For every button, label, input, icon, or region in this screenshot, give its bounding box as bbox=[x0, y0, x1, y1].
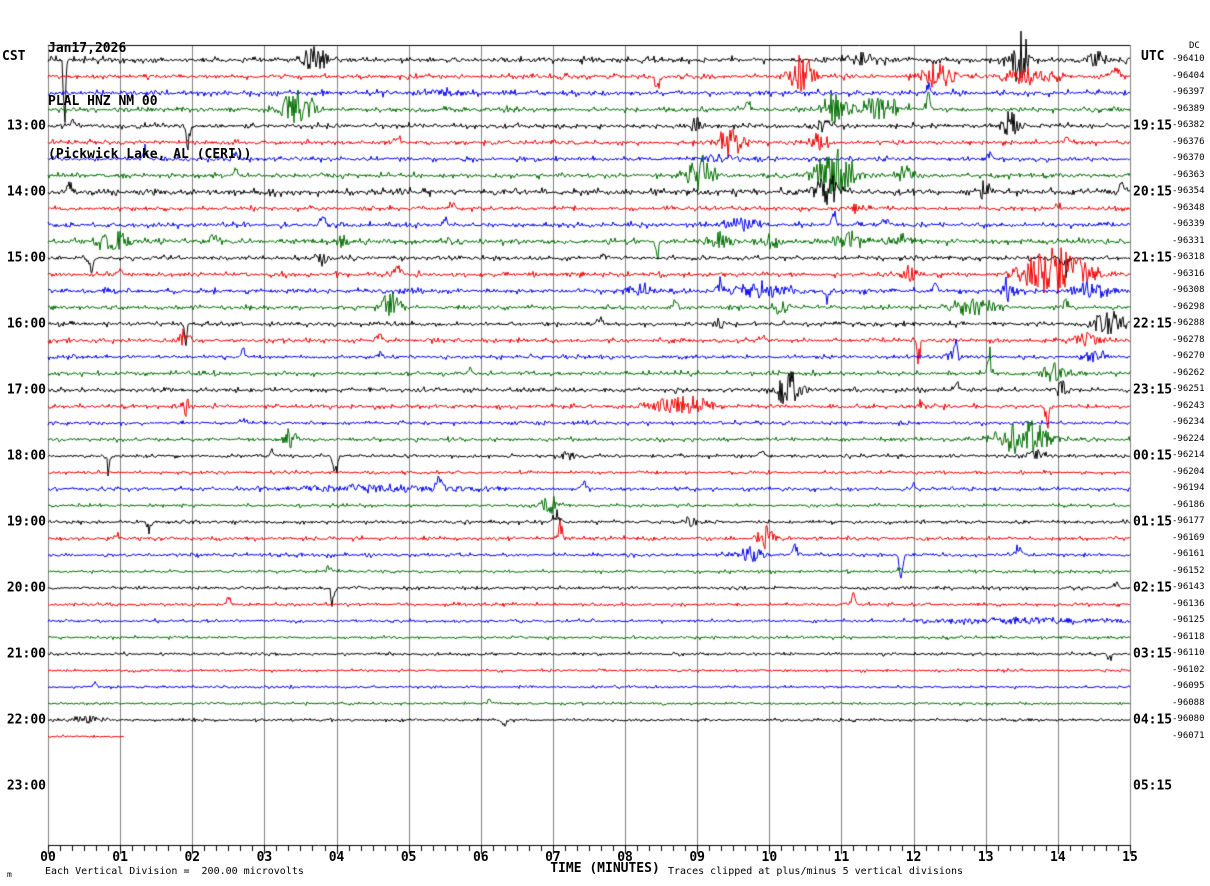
dc-value-label: -96318 bbox=[1172, 252, 1205, 262]
cst-hour-label: 20:00 bbox=[6, 580, 46, 596]
cst-hour-label: 22:00 bbox=[6, 712, 46, 728]
dc-value-label: -96110 bbox=[1172, 648, 1205, 658]
dc-value-label: -96376 bbox=[1172, 136, 1205, 147]
x-axis-tick-label: 15 bbox=[1122, 850, 1138, 865]
dc-value-label: -96410 bbox=[1172, 54, 1205, 64]
dc-value-label: -96214 bbox=[1172, 450, 1205, 460]
utc-time-label: 05:15 bbox=[1133, 778, 1173, 794]
x-axis-tick-label: 05 bbox=[400, 850, 417, 865]
dc-value-label: -96243 bbox=[1172, 400, 1205, 411]
utc-time-label: 01:15 bbox=[1133, 514, 1173, 530]
plot-title-block bbox=[48, 3, 252, 200]
x-axis-tick-label: 14 bbox=[1050, 850, 1066, 865]
dc-value-label: -96136 bbox=[1172, 598, 1205, 609]
cst-hour-label: 23:00 bbox=[6, 778, 46, 794]
title-station-location: (Pickwick Lake, AL (CERI)) bbox=[48, 147, 252, 162]
x-axis-tick-label: 10 bbox=[761, 850, 778, 865]
dc-value-label: -96095 bbox=[1172, 681, 1205, 691]
x-axis-tick-label: 03 bbox=[256, 850, 273, 865]
dc-value-label: -96204 bbox=[1172, 466, 1205, 477]
dc-value-label: -96339 bbox=[1172, 219, 1205, 229]
x-axis-tick-label: 07 bbox=[545, 850, 561, 865]
utc-time-label: 00:15 bbox=[1133, 448, 1173, 464]
dc-value-label: -96262 bbox=[1172, 367, 1205, 378]
utc-time-label: 23:15 bbox=[1133, 382, 1173, 398]
cst-hour-label: 21:00 bbox=[6, 646, 46, 662]
dc-value-label: -96354 bbox=[1172, 186, 1205, 196]
dc-value-label: -96298 bbox=[1172, 301, 1205, 312]
dc-value-label: -96125 bbox=[1172, 615, 1205, 625]
x-axis-tick-label: 02 bbox=[184, 850, 201, 865]
dc-value-label: -96234 bbox=[1172, 417, 1205, 427]
dc-value-label: -96308 bbox=[1172, 285, 1205, 295]
dc-value-label: -96152 bbox=[1172, 565, 1205, 576]
dc-value-label: -96143 bbox=[1172, 582, 1205, 592]
dc-value-label: -96397 bbox=[1172, 87, 1205, 97]
watermark-glyph: m bbox=[7, 870, 12, 879]
right-axis-header-utc: UTC bbox=[1141, 49, 1165, 64]
vertical-division-note: Each Vertical Division = 200.00 microvolts bbox=[45, 866, 304, 877]
dc-value-label: -96389 bbox=[1172, 103, 1205, 114]
utc-time-label: 19:15 bbox=[1133, 118, 1173, 134]
dc-value-label: -96363 bbox=[1172, 169, 1205, 180]
dc-value-label: -96177 bbox=[1172, 516, 1205, 526]
x-axis-tick-label: 11 bbox=[833, 850, 850, 865]
x-axis-title: TIME (MINUTES) bbox=[550, 861, 660, 876]
x-axis-tick-label: 01 bbox=[112, 850, 128, 865]
cst-hour-label: 15:00 bbox=[6, 250, 46, 266]
dc-value-label: -96224 bbox=[1172, 433, 1205, 444]
utc-time-label: 02:15 bbox=[1133, 580, 1173, 596]
dc-value-label: -96382 bbox=[1172, 120, 1205, 130]
utc-time-label: 21:15 bbox=[1133, 250, 1173, 266]
dc-value-label: -96331 bbox=[1172, 235, 1205, 246]
dc-offset-header: DC bbox=[1189, 41, 1200, 51]
x-axis-tick-label: 12 bbox=[905, 850, 922, 865]
dc-value-label: -96080 bbox=[1172, 714, 1205, 724]
clipping-note: Traces clipped at plus/minus 5 vertical divisions bbox=[668, 866, 964, 877]
dc-value-label: -96161 bbox=[1172, 549, 1205, 559]
dc-value-label: -96071 bbox=[1172, 730, 1205, 741]
cst-hour-label: 13:00 bbox=[6, 118, 46, 134]
utc-time-label: 20:15 bbox=[1133, 184, 1173, 200]
dc-value-label: -96278 bbox=[1172, 334, 1205, 345]
cst-hour-label: 17:00 bbox=[6, 382, 46, 398]
x-axis-tick-label: 06 bbox=[472, 850, 489, 865]
dc-value-label: -96370 bbox=[1172, 153, 1205, 163]
x-axis-tick-label: 00 bbox=[40, 850, 56, 865]
dc-value-label: -96102 bbox=[1172, 664, 1205, 675]
dc-value-label: -96251 bbox=[1172, 384, 1205, 394]
dc-value-label: -96316 bbox=[1172, 268, 1205, 279]
title-station-code: PLAL HNZ NM 00 bbox=[48, 94, 158, 109]
cst-hour-label: 14:00 bbox=[6, 184, 46, 200]
dc-value-label: -96194 bbox=[1172, 483, 1205, 493]
dc-value-label: -96169 bbox=[1172, 532, 1205, 543]
dc-value-label: -96288 bbox=[1172, 318, 1205, 328]
dc-value-label: -96186 bbox=[1172, 499, 1205, 510]
x-axis-tick-label: 08 bbox=[617, 850, 633, 865]
utc-time-label: 04:15 bbox=[1133, 712, 1173, 728]
utc-time-label: 22:15 bbox=[1133, 316, 1173, 332]
dc-value-label: -96270 bbox=[1172, 351, 1205, 361]
dc-value-label: -96118 bbox=[1172, 631, 1205, 642]
x-axis-tick-label: 04 bbox=[328, 850, 345, 865]
utc-time-label: 03:15 bbox=[1133, 646, 1173, 662]
cst-hour-label: 18:00 bbox=[6, 448, 46, 464]
cst-hour-label: 16:00 bbox=[6, 316, 46, 332]
dc-value-label: -96404 bbox=[1172, 70, 1205, 81]
title-date: Jan17,2026 bbox=[48, 41, 127, 56]
cst-hour-label: 19:00 bbox=[6, 514, 46, 530]
dc-value-label: -96088 bbox=[1172, 697, 1205, 708]
x-axis-tick-label: 13 bbox=[977, 850, 994, 865]
dc-value-label: -96348 bbox=[1172, 202, 1205, 213]
left-axis-header-cst: CST bbox=[2, 49, 26, 64]
x-axis-tick-label: 09 bbox=[689, 850, 706, 865]
